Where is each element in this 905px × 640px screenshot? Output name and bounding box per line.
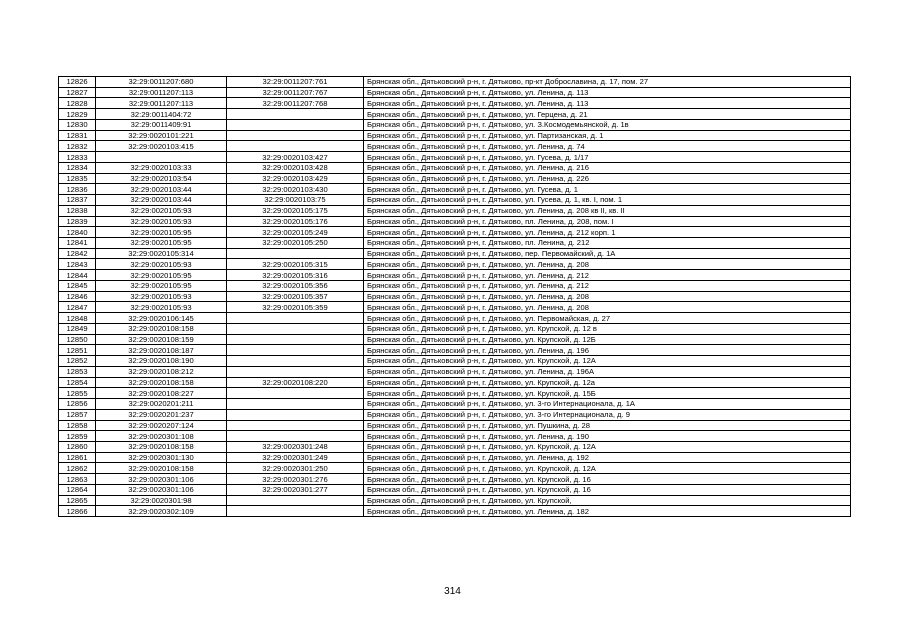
table-row xyxy=(59,162,851,173)
cadastral-number-cell: 32:29:0020105:93 xyxy=(96,302,227,313)
table-row xyxy=(59,431,851,442)
cadastral-number-cell: 32:29:0011207:680 xyxy=(96,77,227,88)
table-row xyxy=(59,377,851,388)
table-row xyxy=(59,409,851,420)
cadastral-number-cell: 32:29:0020108:227 xyxy=(96,388,227,399)
row-number-cell: 12844 xyxy=(59,270,96,281)
row-number-cell: 12847 xyxy=(59,302,96,313)
cadastral-number-cell: 32:29:0020103:33 xyxy=(96,162,227,173)
address-cell: Брянская обл., Дятьковский р-н, г. Дятьково, ул. Ленина, д. 208 xyxy=(364,291,851,302)
row-number-cell: 12849 xyxy=(59,323,96,334)
table-row xyxy=(59,313,851,324)
row-number-cell: 12827 xyxy=(59,87,96,98)
table-row xyxy=(59,184,851,195)
table-row xyxy=(59,109,851,120)
address-cell: Брянская обл., Дятьковский р-н, г. Дятьково, ул. Крупской, д. 12а xyxy=(364,377,851,388)
table-body xyxy=(59,77,851,517)
cadastral-number-cell: 32:29:0020106:145 xyxy=(96,313,227,324)
table-row xyxy=(59,291,851,302)
related-cadastral-number-cell xyxy=(227,409,364,420)
related-cadastral-number-cell: 32:29:0020108:220 xyxy=(227,377,364,388)
row-number-cell: 12850 xyxy=(59,334,96,345)
cadastral-number-cell: 32:29:0020301:98 xyxy=(96,495,227,506)
page-number: 314 xyxy=(444,586,461,597)
address-cell: Брянская обл., Дятьковский р-н, г. Дятьково, ул. Гусева, д. 1, кв. I, пом. 1 xyxy=(364,195,851,206)
table-row xyxy=(59,441,851,452)
row-number-cell: 12851 xyxy=(59,345,96,356)
row-number-cell: 12848 xyxy=(59,313,96,324)
cadastral-number-cell: 32:29:0020105:95 xyxy=(96,270,227,281)
cadastral-number-cell: 32:29:0020101:221 xyxy=(96,130,227,141)
address-cell: Брянская обл., Дятьковский р-н, г. Дятьково, ул. Первомайская, д. 27 xyxy=(364,313,851,324)
cadastral-number-cell: 32:29:0020108:158 xyxy=(96,463,227,474)
related-cadastral-number-cell: 32:29:0011207:768 xyxy=(227,98,364,109)
cadastral-number-cell xyxy=(96,152,227,163)
cadastral-number-cell: 32:29:0020105:93 xyxy=(96,216,227,227)
address-cell: Брянская обл., Дятьковский р-н, г. Дятьково, ул. Крупской, д. 12А xyxy=(364,356,851,367)
address-cell: Брянская обл., Дятьковский р-н, г. Дятьково, ул. Партизанская, д. 1 xyxy=(364,130,851,141)
table-row xyxy=(59,280,851,291)
address-cell: Брянская обл., Дятьковский р-н, г. Дятьково, ул. Ленина, д. 74 xyxy=(364,141,851,152)
cadastral-number-cell: 32:29:0020103:44 xyxy=(96,195,227,206)
address-cell: Брянская обл., Дятьковский р-н, г. Дятьково, ул. Ленина, д. 192 xyxy=(364,452,851,463)
row-number-cell: 12840 xyxy=(59,227,96,238)
address-cell: Брянская обл., Дятьковский р-н, г. Дятьково, ул. Крупской, д. 12А xyxy=(364,441,851,452)
row-number-cell: 12830 xyxy=(59,119,96,130)
row-number-cell: 12839 xyxy=(59,216,96,227)
related-cadastral-number-cell: 32:29:0020103:75 xyxy=(227,195,364,206)
row-number-cell: 12829 xyxy=(59,109,96,120)
address-cell: Брянская обл., Дятьковский р-н, г. Дятьково, ул. Ленина, д. 196А xyxy=(364,366,851,377)
related-cadastral-number-cell: 32:29:0020105:249 xyxy=(227,227,364,238)
address-cell: Брянская обл., Дятьковский р-н, г. Дятьково, ул. Ленина, д. 208 кв II, кв. II xyxy=(364,205,851,216)
row-number-cell: 12862 xyxy=(59,463,96,474)
cadastral-number-cell: 32:29:0020103:44 xyxy=(96,184,227,195)
related-cadastral-number-cell: 32:29:0020105:356 xyxy=(227,280,364,291)
address-cell: Брянская обл., Дятьковский р-н, г. Дятьково, ул. Ленина, д. 113 xyxy=(364,98,851,109)
related-cadastral-number-cell: 32:29:0020105:359 xyxy=(227,302,364,313)
row-number-cell: 12832 xyxy=(59,141,96,152)
table-row xyxy=(59,98,851,109)
row-number-cell: 12835 xyxy=(59,173,96,184)
row-number-cell: 12853 xyxy=(59,366,96,377)
table-row xyxy=(59,173,851,184)
table-row xyxy=(59,366,851,377)
address-cell: Брянская обл., Дятьковский р-н, г. Дятьково, ул. Ленина, д. 190 xyxy=(364,431,851,442)
cadastral-number-cell: 32:29:0020301:106 xyxy=(96,474,227,485)
row-number-cell: 12833 xyxy=(59,152,96,163)
address-cell: Брянская обл., Дятьковский р-н, г. Дятьково, ул. Герцена, д. 21 xyxy=(364,109,851,120)
related-cadastral-number-cell: 32:29:0020105:250 xyxy=(227,238,364,249)
address-cell: Брянская обл., Дятьковский р-н, г. Дятьково, ул. Ленина, д. 212 корп. 1 xyxy=(364,227,851,238)
row-number-cell: 12865 xyxy=(59,495,96,506)
related-cadastral-number-cell xyxy=(227,388,364,399)
cadastral-number-cell: 32:29:0020108:158 xyxy=(96,441,227,452)
cadastral-number-cell: 32:29:0020108:212 xyxy=(96,366,227,377)
row-number-cell: 12855 xyxy=(59,388,96,399)
related-cadastral-number-cell: 32:29:0020105:315 xyxy=(227,259,364,270)
address-cell: Брянская обл., Дятьковский р-н, г. Дятьково, ул. Ленина, д. 208 xyxy=(364,259,851,270)
row-number-cell: 12836 xyxy=(59,184,96,195)
row-number-cell: 12852 xyxy=(59,356,96,367)
related-cadastral-number-cell: 32:29:0020105:176 xyxy=(227,216,364,227)
related-cadastral-number-cell: 32:29:0020301:277 xyxy=(227,484,364,495)
row-number-cell: 12831 xyxy=(59,130,96,141)
cadastral-number-cell: 32:29:0020108:158 xyxy=(96,377,227,388)
cadastral-number-cell: 32:29:0020201:211 xyxy=(96,399,227,410)
table-row xyxy=(59,399,851,410)
row-number-cell: 12826 xyxy=(59,77,96,88)
row-number-cell: 12860 xyxy=(59,441,96,452)
cadastral-number-cell: 32:29:0020108:158 xyxy=(96,323,227,334)
address-cell: Брянская обл., Дятьковский р-н, г. Дятьково, ул. Пушкина, д. 28 xyxy=(364,420,851,431)
table-row xyxy=(59,388,851,399)
address-cell: Брянская обл., Дятьковский р-н, г. Дятьково, ул. Крупской, д. 12 в xyxy=(364,323,851,334)
table-row xyxy=(59,216,851,227)
related-cadastral-number-cell: 32:29:0020103:428 xyxy=(227,162,364,173)
cadastral-number-cell: 32:29:0020108:190 xyxy=(96,356,227,367)
table-row xyxy=(59,345,851,356)
cadastral-number-cell: 32:29:0020105:93 xyxy=(96,259,227,270)
related-cadastral-number-cell xyxy=(227,420,364,431)
cadastral-number-cell: 32:29:0020103:54 xyxy=(96,173,227,184)
table-row xyxy=(59,141,851,152)
related-cadastral-number-cell: 32:29:0020105:357 xyxy=(227,291,364,302)
table-row xyxy=(59,463,851,474)
table-row xyxy=(59,270,851,281)
address-cell: Брянская обл., Дятьковский р-н, г. Дятьково, пл. Ленина, д. 208, пом. I xyxy=(364,216,851,227)
cadastral-number-cell: 32:29:0011207:113 xyxy=(96,87,227,98)
property-table xyxy=(58,76,851,517)
address-cell: Брянская обл., Дятьковский р-н, г. Дятьково, ул. Крупской, д. 12Б xyxy=(364,334,851,345)
related-cadastral-number-cell xyxy=(227,119,364,130)
table-row xyxy=(59,420,851,431)
row-number-cell: 12838 xyxy=(59,205,96,216)
address-cell: Брянская обл., Дятьковский р-н, г. Дятьково, пер. Первомайский, д. 1А xyxy=(364,248,851,259)
row-number-cell: 12828 xyxy=(59,98,96,109)
related-cadastral-number-cell xyxy=(227,109,364,120)
cadastral-number-cell: 32:29:0020201:237 xyxy=(96,409,227,420)
cadastral-number-cell: 32:29:0020301:106 xyxy=(96,484,227,495)
related-cadastral-number-cell: 32:29:0011207:761 xyxy=(227,77,364,88)
address-cell: Брянская обл., Дятьковский р-н, г. Дятьково, ул. Ленина, д. 216 xyxy=(364,162,851,173)
row-number-cell: 12842 xyxy=(59,248,96,259)
table-row xyxy=(59,356,851,367)
table-row xyxy=(59,452,851,463)
related-cadastral-number-cell xyxy=(227,141,364,152)
cadastral-number-cell: 32:29:0011409:91 xyxy=(96,119,227,130)
row-number-cell: 12854 xyxy=(59,377,96,388)
related-cadastral-number-cell xyxy=(227,323,364,334)
table-row xyxy=(59,130,851,141)
address-cell: Брянская обл., Дятьковский р-н, г. Дятьково, пр-кт Доброславина, д. 17, пом. 27 xyxy=(364,77,851,88)
cadastral-number-cell: 32:29:0020108:159 xyxy=(96,334,227,345)
table-row xyxy=(59,302,851,313)
related-cadastral-number-cell: 32:29:0020103:430 xyxy=(227,184,364,195)
row-number-cell: 12834 xyxy=(59,162,96,173)
table-row xyxy=(59,259,851,270)
address-cell: Брянская обл., Дятьковский р-н, г. Дятьково, ул. Ленина, д. 212 xyxy=(364,280,851,291)
row-number-cell: 12857 xyxy=(59,409,96,420)
table-row xyxy=(59,323,851,334)
address-cell: Брянская обл., Дятьковский р-н, г. Дятьково, ул. Гусева, д. 1 xyxy=(364,184,851,195)
cadastral-number-cell: 32:29:0020105:93 xyxy=(96,205,227,216)
related-cadastral-number-cell xyxy=(227,334,364,345)
cadastral-number-cell: 32:29:0011404:72 xyxy=(96,109,227,120)
address-cell: Брянская обл., Дятьковский р-н, г. Дятьково, ул. Крупской, д. 15Б xyxy=(364,388,851,399)
table-row xyxy=(59,248,851,259)
cadastral-number-cell: 32:29:0020301:130 xyxy=(96,452,227,463)
related-cadastral-number-cell xyxy=(227,248,364,259)
address-cell: Брянская обл., Дятьковский р-н, г. Дятьково, ул. З.Космодемьянской, д. 1в xyxy=(364,119,851,130)
related-cadastral-number-cell: 32:29:0020301:248 xyxy=(227,441,364,452)
related-cadastral-number-cell: 32:29:0020103:429 xyxy=(227,173,364,184)
related-cadastral-number-cell: 32:29:0020103:427 xyxy=(227,152,364,163)
row-number-cell: 12837 xyxy=(59,195,96,206)
related-cadastral-number-cell: 32:29:0020301:276 xyxy=(227,474,364,485)
related-cadastral-number-cell xyxy=(227,345,364,356)
table-row xyxy=(59,495,851,506)
address-cell: Брянская обл., Дятьковский р-н, г. Дятьково, ул. 3-го Интернационала, д. 1А xyxy=(364,399,851,410)
table-row xyxy=(59,334,851,345)
row-number-cell: 12864 xyxy=(59,484,96,495)
row-number-cell: 12846 xyxy=(59,291,96,302)
cadastral-number-cell: 32:29:0020108:187 xyxy=(96,345,227,356)
address-cell: Брянская обл., Дятьковский р-н, г. Дятьково, ул. Крупской, xyxy=(364,495,851,506)
cadastral-number-cell: 32:29:0011207:113 xyxy=(96,98,227,109)
related-cadastral-number-cell xyxy=(227,130,364,141)
address-cell: Брянская обл., Дятьковский р-н, г. Дятьково, ул. 3-го Интернационала, д. 9 xyxy=(364,409,851,420)
address-cell: Брянская обл., Дятьковский р-н, г. Дятьково, ул. Ленина, д. 113 xyxy=(364,87,851,98)
table-row xyxy=(59,119,851,130)
related-cadastral-number-cell xyxy=(227,431,364,442)
cadastral-number-cell: 32:29:0020105:314 xyxy=(96,248,227,259)
cadastral-number-cell: 32:29:0020105:95 xyxy=(96,238,227,249)
address-cell: Брянская обл., Дятьковский р-н, г. Дятьково, ул. Крупской, д. 12А xyxy=(364,463,851,474)
cadastral-number-cell: 32:29:0020103:415 xyxy=(96,141,227,152)
table-row xyxy=(59,152,851,163)
address-cell: Брянская обл., Дятьковский р-н, г. Дятьково, ул. Ленина, д. 208 xyxy=(364,302,851,313)
related-cadastral-number-cell xyxy=(227,506,364,517)
cadastral-number-cell: 32:29:0020207:124 xyxy=(96,420,227,431)
related-cadastral-number-cell: 32:29:0020301:250 xyxy=(227,463,364,474)
row-number-cell: 12866 xyxy=(59,506,96,517)
related-cadastral-number-cell xyxy=(227,313,364,324)
row-number-cell: 12845 xyxy=(59,280,96,291)
related-cadastral-number-cell xyxy=(227,399,364,410)
row-number-cell: 12858 xyxy=(59,420,96,431)
row-number-cell: 12841 xyxy=(59,238,96,249)
related-cadastral-number-cell: 32:29:0020105:175 xyxy=(227,205,364,216)
related-cadastral-number-cell: 32:29:0011207:767 xyxy=(227,87,364,98)
row-number-cell: 12859 xyxy=(59,431,96,442)
table-row xyxy=(59,484,851,495)
address-cell: Брянская обл., Дятьковский р-н, г. Дятьково, ул. Ленина, д. 212 xyxy=(364,270,851,281)
address-cell: Брянская обл., Дятьковский р-н, г. Дятьково, ул. Крупской, д. 16 xyxy=(364,484,851,495)
row-number-cell: 12856 xyxy=(59,399,96,410)
row-number-cell: 12863 xyxy=(59,474,96,485)
table-row xyxy=(59,205,851,216)
address-cell: Брянская обл., Дятьковский р-н, г. Дятьково, ул. Гусева, д. 1/17 xyxy=(364,152,851,163)
address-cell: Брянская обл., Дятьковский р-н, г. Дятьково, ул. Ленина, д. 226 xyxy=(364,173,851,184)
address-cell: Брянская обл., Дятьковский р-н, г. Дятьково, ул. Крупской, д. 16 xyxy=(364,474,851,485)
table-row xyxy=(59,474,851,485)
cadastral-number-cell: 32:29:0020105:95 xyxy=(96,280,227,291)
table-row xyxy=(59,506,851,517)
cadastral-number-cell: 32:29:0020105:95 xyxy=(96,227,227,238)
related-cadastral-number-cell xyxy=(227,356,364,367)
row-number-cell: 12843 xyxy=(59,259,96,270)
table-row xyxy=(59,77,851,88)
cadastral-number-cell: 32:29:0020302:109 xyxy=(96,506,227,517)
address-cell: Брянская обл., Дятьковский р-н, г. Дятьково, ул. Ленина, д. 196 xyxy=(364,345,851,356)
table-row xyxy=(59,87,851,98)
table-row xyxy=(59,195,851,206)
cadastral-number-cell: 32:29:0020105:93 xyxy=(96,291,227,302)
table-row xyxy=(59,227,851,238)
row-number-cell: 12861 xyxy=(59,452,96,463)
related-cadastral-number-cell xyxy=(227,366,364,377)
related-cadastral-number-cell xyxy=(227,495,364,506)
cadastral-number-cell: 32:29:0020301:108 xyxy=(96,431,227,442)
related-cadastral-number-cell: 32:29:0020105:316 xyxy=(227,270,364,281)
address-cell: Брянская обл., Дятьковский р-н, г. Дятьково, пл. Ленина, д. 212 xyxy=(364,238,851,249)
address-cell: Брянская обл., Дятьковский р-н, г. Дятьково, ул. Ленина, д. 182 xyxy=(364,506,851,517)
table-row xyxy=(59,238,851,249)
related-cadastral-number-cell: 32:29:0020301:249 xyxy=(227,452,364,463)
